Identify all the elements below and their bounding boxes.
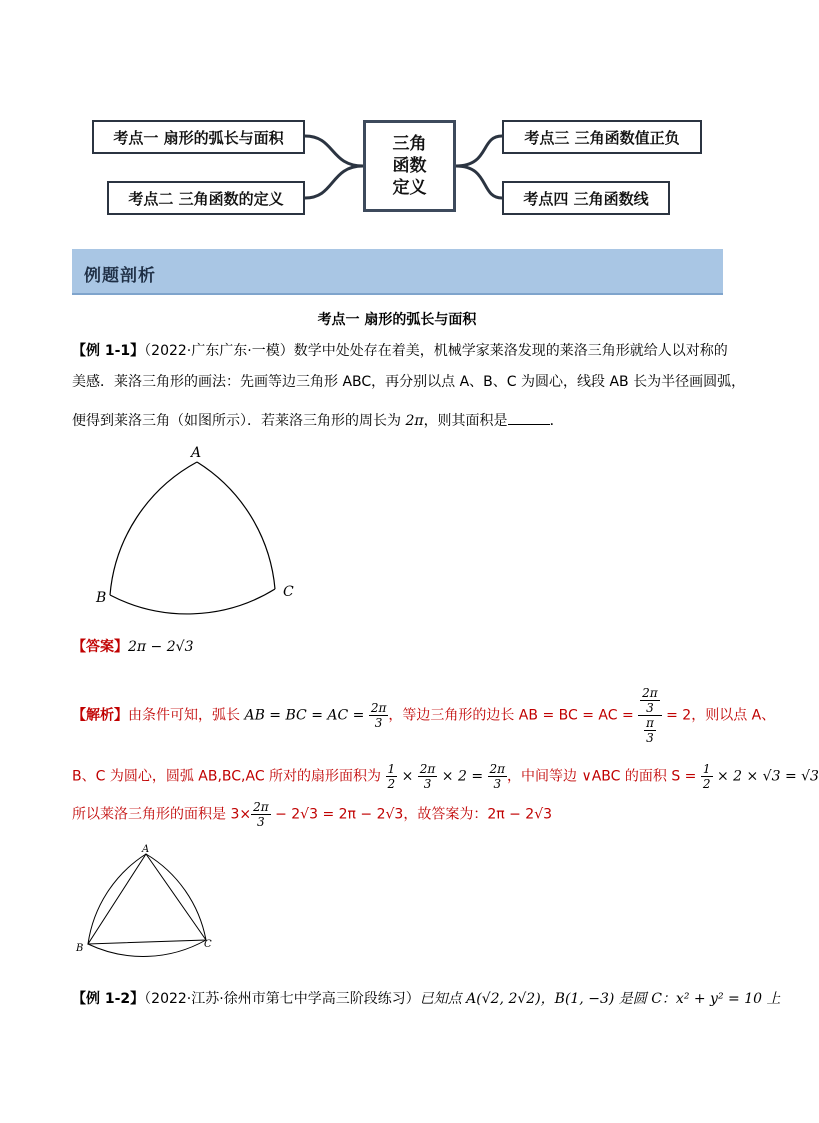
fraction-2pi-over-3-c: $\frac{2\pi}{3}$ <box>489 762 506 791</box>
center-line-3: 定义 <box>392 178 427 198</box>
example-2-text: 已知点 A(√2, 2√2)，B(1, −3) 是圆 C：x² + y² = 10 上 <box>419 991 781 1007</box>
analysis-text-3a: 所以莱洛三角形的面积是 3× <box>72 806 252 823</box>
example-text-3d: ． <box>549 413 564 429</box>
vertex-label-a: A <box>191 445 202 461</box>
example-1-line-1 <box>72 341 728 361</box>
answer-tag: 【答案】 <box>72 639 128 655</box>
example-text-3a: 便得到莱洛三角（如图所示）．若莱洛三角形的周长为 <box>72 413 406 429</box>
banner-title: 例题剖析 <box>84 266 156 286</box>
vertex-label-b-2: B <box>76 943 84 954</box>
center-line-1: 三角 <box>392 134 427 154</box>
answer-value: 2π − 2√3 <box>128 639 194 655</box>
fraction-half: $\frac{1}{2}$ <box>387 762 396 791</box>
perimeter-value: 2π <box>405 413 424 429</box>
vertex-label-b: B <box>96 590 107 606</box>
analysis-text-1c: ，等边三角形的边长 AB = BC = AC = <box>388 707 639 724</box>
example-source: （2022·广东广东·一模） <box>144 343 294 359</box>
section-title: 考点一 扇形的弧长与面积 <box>317 312 477 328</box>
example-1-line-3 <box>72 410 564 431</box>
analysis-text-2b: ，中间等边 ∨ABC 的面积 S = <box>507 768 701 785</box>
mindmap-node-right-1: 考点三 三角函数值正负 <box>502 120 702 154</box>
vertex-label-c: C <box>283 584 294 600</box>
mindmap-center-node <box>363 120 456 212</box>
answer-line <box>72 637 193 657</box>
vertex-label-c-2: C <box>204 939 212 950</box>
analysis-tag: 【解析】 <box>72 707 128 724</box>
analysis-line-2: B、C 为圆心，圆弧 AB,BC,AC 所对的扇形面积为 $\frac{1}{2}$ × $\frac{2\pi}{3}$ × 2 = $\frac{2\pi}{3}$ ，中间等边 ∨ABC 的面积 S = $\frac{1}{2}$ × 2 × √3 = √3 <box>72 762 819 791</box>
analysis-line-1 <box>72 686 775 745</box>
example-1-line-2: 美感．莱洛三角形的画法：先画等边三角形 ABC，再分别以点 A、B、C 为圆心，线段 AB 长为半径画圆弧， <box>72 374 746 390</box>
example-text-1: 数学中处处存在着美，机械学家莱洛发现的莱洛三角形就给人以对称的 <box>293 343 728 359</box>
reuleaux-figure-1 <box>90 440 310 615</box>
mindmap-node-right-2: 考点四 三角函数线 <box>502 181 670 215</box>
example-2-tag: 【例 1-2】 <box>72 991 145 1007</box>
analysis-text-1b: AB = BC = AC = <box>244 707 369 724</box>
compound-fraction: $\frac{\frac{2\pi}{3}}{\frac{\pi}{3}}$ <box>638 686 662 745</box>
fraction-2pi-over-3-b: $\frac{2\pi}{3}$ <box>419 762 436 791</box>
section-banner <box>72 249 723 295</box>
reuleaux-figure-2 <box>72 842 232 957</box>
analysis-text-1d: = 2，则以点 A、 <box>661 707 776 724</box>
example-tag: 【例 1-1】 <box>72 343 145 359</box>
analysis-text-1a: 由条件可知，弧长 <box>128 707 245 724</box>
fraction-half-b: $\frac{1}{2}$ <box>702 762 711 791</box>
mindmap-node-left-1: 考点一 扇形的弧长与面积 <box>92 120 305 154</box>
fraction-2pi-over-3: $\frac{2\pi}{3}$ <box>370 701 387 730</box>
answer-blank <box>508 410 550 425</box>
example-text-3c: ，则其面积是 <box>423 413 508 429</box>
analysis-text-2c: × 2 × √3 = √3 <box>712 768 819 785</box>
center-line-2: 函数 <box>392 156 427 176</box>
analysis-text-3b: − 2√3 = 2π − 2√3，故答案为：2π − 2√3 <box>270 806 553 823</box>
example-2-source: （2022·江苏·徐州市第七中学高三阶段练习） <box>144 991 420 1007</box>
fraction-2pi-over-3-d: $\frac{2\pi}{3}$ <box>253 800 269 829</box>
analysis-text-2a: B、C 为圆心，圆弧 AB,BC,AC 所对的扇形面积为 <box>72 768 386 785</box>
vertex-label-a-2: A <box>142 844 150 855</box>
example-2-line-1 <box>72 989 780 1009</box>
analysis-line-3 <box>72 800 552 829</box>
mindmap-node-left-2: 考点二 三角函数的定义 <box>107 181 305 215</box>
